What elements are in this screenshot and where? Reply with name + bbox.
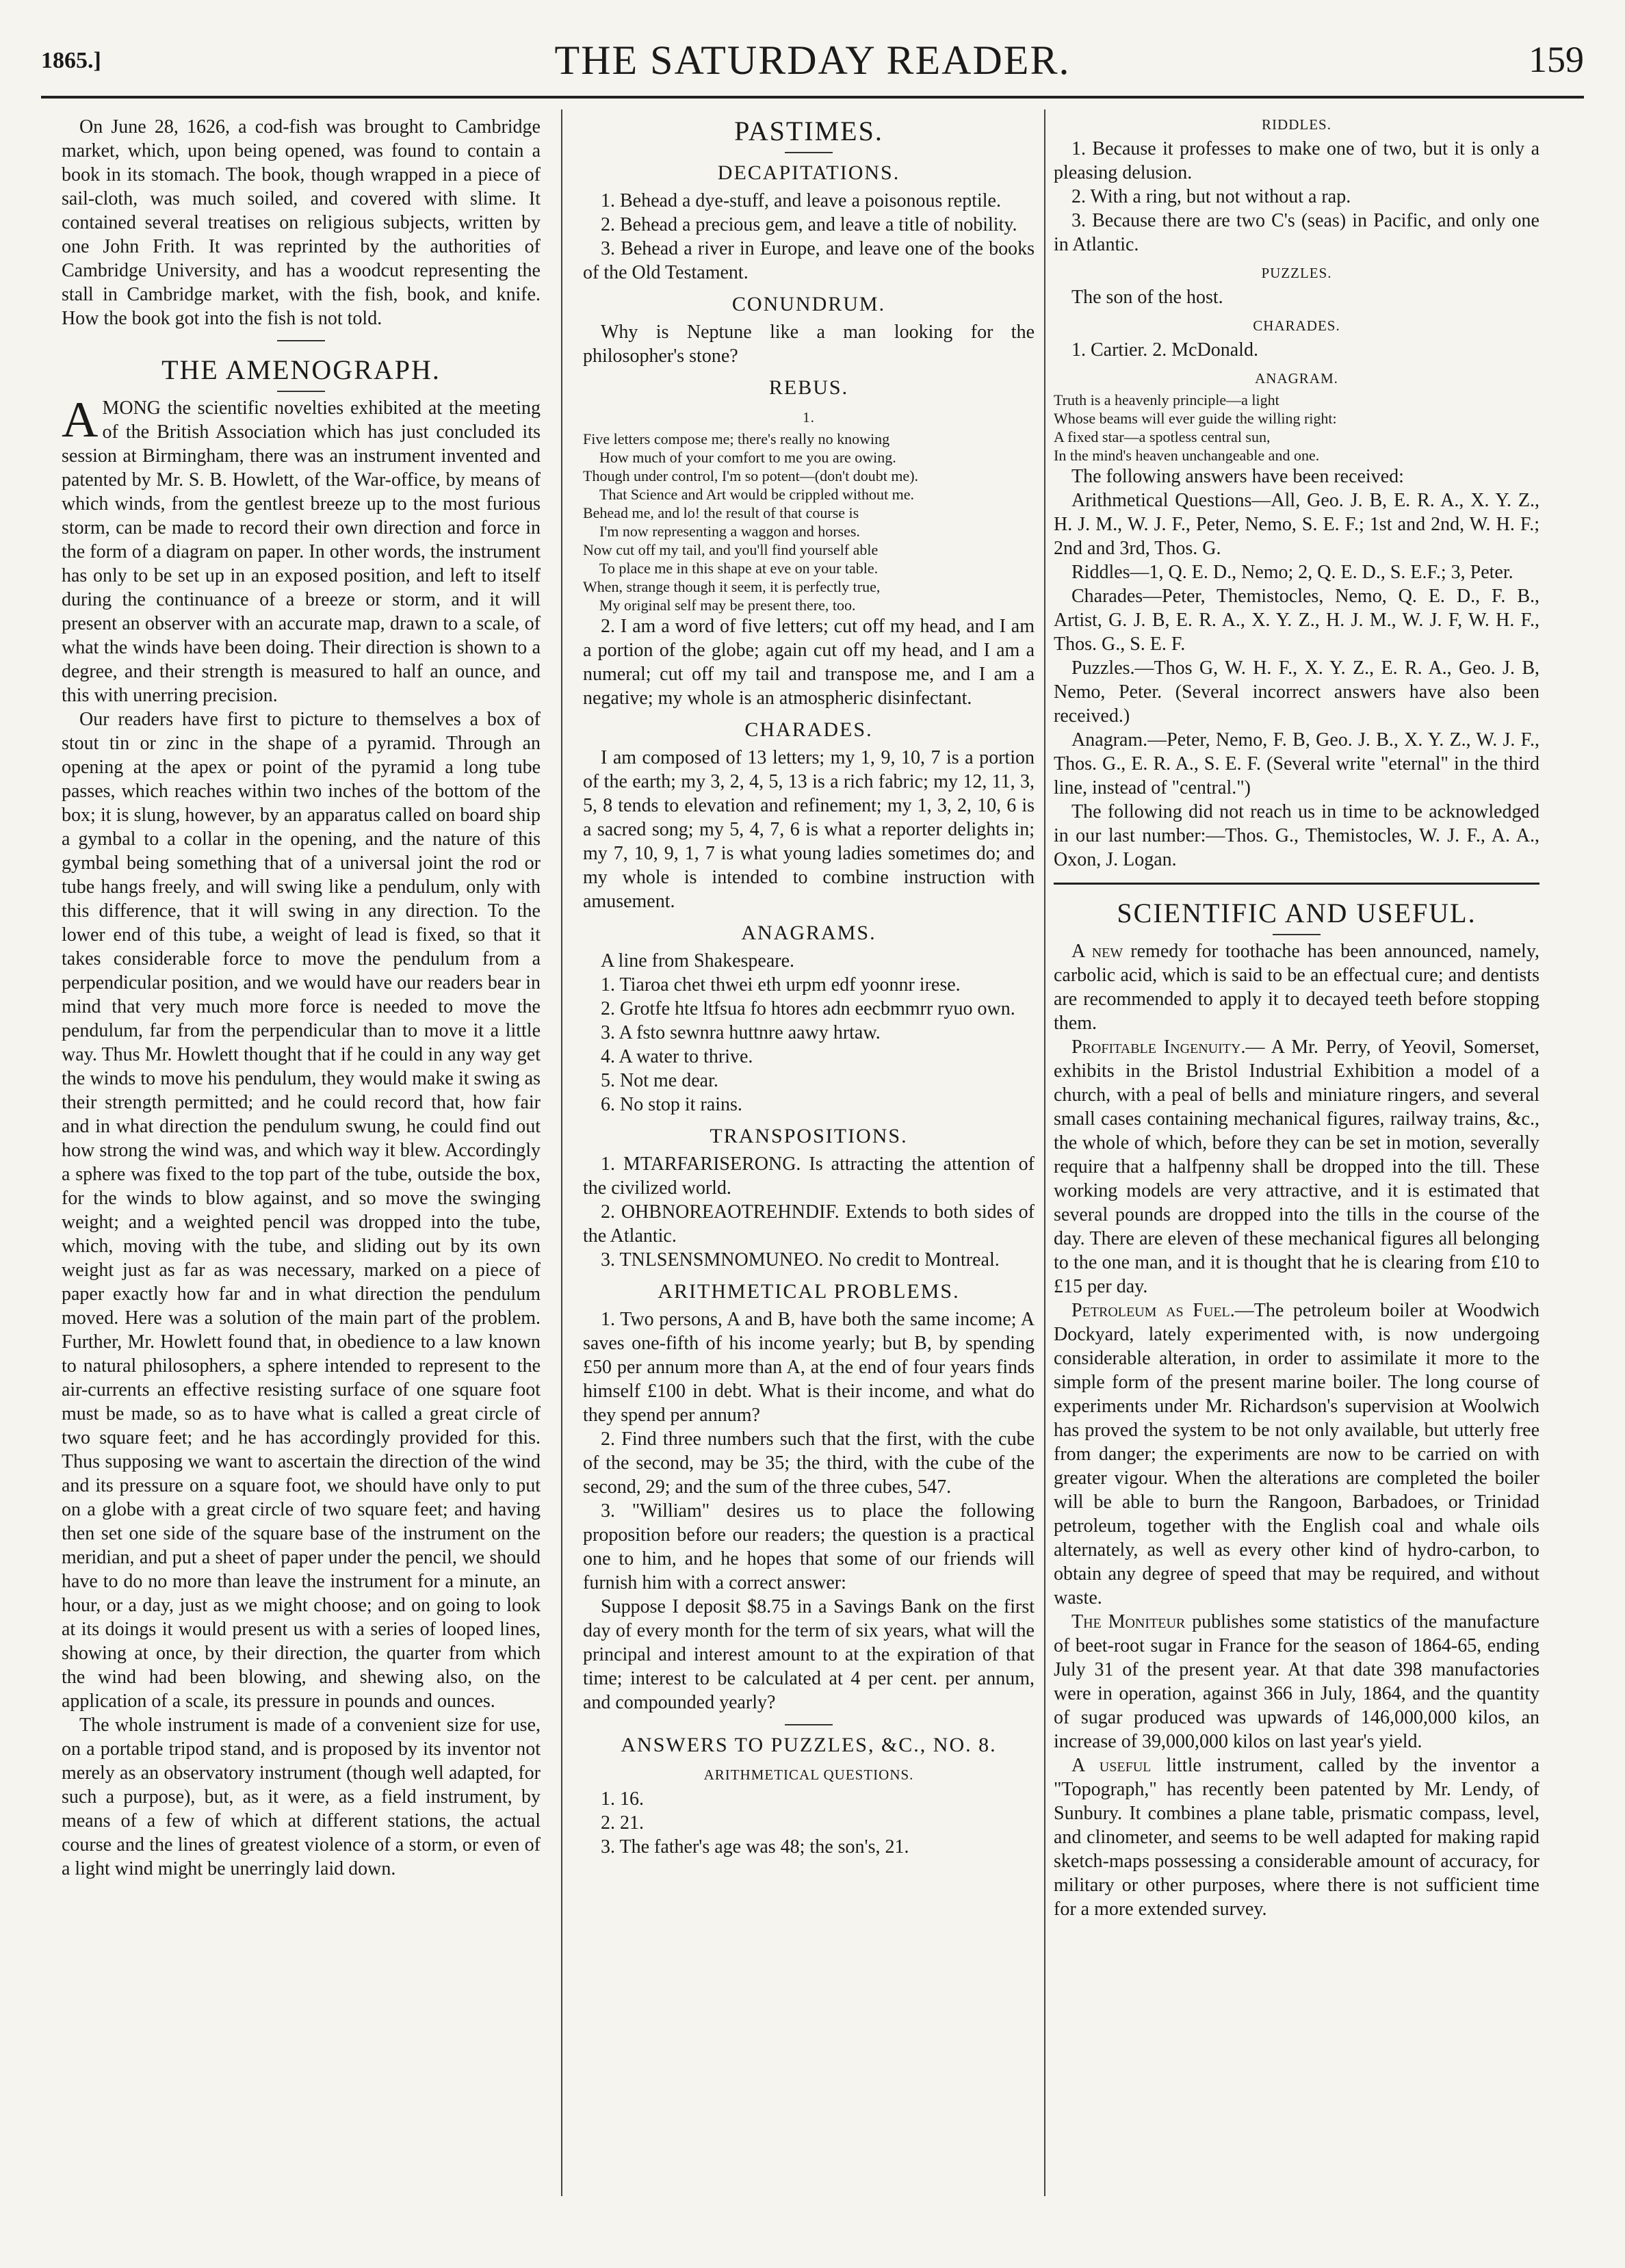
puzzles-heading: PUZZLES.	[1261, 265, 1332, 281]
rebus-verse	[583, 430, 1035, 614]
decapitation-item: 2. Behead a precious gem, and leave a title of nobility.	[601, 214, 1017, 235]
transposition-item: 3. TNLSENSMNOMUNEO. No credit to Montreal.	[601, 1249, 1000, 1270]
answer-item: 3. The father's age was 48; the son's, 21.	[601, 1836, 909, 1858]
section-rule	[1273, 934, 1321, 935]
column-left	[62, 115, 541, 1881]
riddle-answer: 2. With a ring, but not without a rap.	[1071, 186, 1351, 207]
section-rule	[785, 1724, 833, 1725]
verse-line: Whose beams will ever guide the willing right:	[1054, 410, 1337, 427]
anagrams-intro: A line from Shakespeare.	[601, 950, 795, 972]
pastimes-heading: PASTIMES.	[734, 116, 883, 146]
verse-line: In the mind's heaven unchangeable and one.	[1054, 447, 1320, 464]
topograph-paragraph	[1054, 1754, 1539, 1921]
lead-in: The Moniteur	[1071, 1611, 1186, 1632]
moniteur-paragraph	[1054, 1610, 1539, 1754]
arithmetical-heading: ARITHMETICAL PROBLEMS.	[658, 1280, 960, 1303]
lead-in: A useful	[1071, 1755, 1152, 1776]
amenograph-heading: THE AMENOGRAPH.	[161, 354, 441, 385]
section-rule	[277, 340, 325, 341]
verse-line: I'm now representing a waggon and horses.	[599, 523, 860, 540]
riddle-answer: 3. Because there are two C's (seas) in Pacific, and only one in Atlantic.	[1054, 210, 1539, 255]
anagram-answer-heading: ANAGRAM.	[1255, 370, 1338, 387]
header-date: 1865.]	[41, 48, 101, 73]
transposition-item: 1. MTARFARISERONG. Is attracting the attention of the civilized world.	[583, 1153, 1035, 1199]
decapitation-item: 1. Behead a dye-stuff, and leave a poisonous reptile.	[601, 190, 1001, 211]
lead-in: Profitable Ingenuity.	[1071, 1037, 1246, 1058]
header-rule	[41, 96, 1584, 99]
amenograph-paragraph-1	[62, 392, 541, 707]
riddle-answer: 1. Because it professes to make one of two, but it is only a pleasing delusion.	[1054, 138, 1539, 183]
arith-problem: Suppose I deposit $8.75 in a Savings Bank on the first day of every month for the term of six years, what will the principal and interest amount to at the expiration of that time; interest to be calculated at 4 per cent. per annum, and compounded yearly?	[583, 1596, 1035, 1713]
verse-line: My original self may be present there, too.	[599, 597, 856, 614]
section-rule	[277, 391, 325, 392]
paragraph-text: —The petroleum boiler at Woodwich Dockyard, lately experimented with, is now undergoing considerable alteration, in order to assimilate it more to the simple form of the present marine boiler. The long course of experiments under Mr. Richardson's supervision at Woolwich has proved the system to be not only available, but utterly free from danger; the experiments are now to be carried on with greater vigour. When the alterations are completed the boiler will be able to burn the Rangoon, Barbadoes, or Trinidad petroleum, together with the English coal and whale oils alternately, as well as every other kind of hydro-carbon, to obtain any degree of speed that may be required, and without waste.	[1054, 1300, 1539, 1608]
anagrams-heading: ANAGRAMS.	[741, 922, 876, 944]
conundrum-text: Why is Neptune like a man looking for the philosopher's stone?	[583, 322, 1035, 367]
column-divider	[1044, 109, 1045, 2196]
verse-line: A fixed star—a spotless central sun,	[1054, 428, 1271, 445]
amenograph-paragraph-2: Our readers have first to picture to themselves a box of stout tin or zinc in the shape of a pyramid. Through an opening at the apex or point of the pyramid a long tube passes, which reaches within two inches of the bottom of the box; it is slung, however, by an apparatus called on board ship a gymbal to a collar in the opening, and the nature of this gymbal being something that of a universal joint the rod or tube hangs freely, and will swing like a pendulum, only with this difference, that it will swing in any direction. To the lower end of this tube, a weight of lead is fixed, so that it takes considerable force to move the pendulum from a perpendicular position, and we would have our readers bear in mind that very much more force is needed to move the pendulum, far from the perpendicular than to move it a little way. Thus Mr. Howlett thought that if he could in any way get the winds to move his pendulum, they would make it swing as their strength permitted; and he could record that, how fair and in what direction the pendulum swung, he could find out how strong the wind was, and which way it blew. Accordingly a sphere was fixed to the top part of the tube, outside the box, for the winds to blow against, and so move the swinging weight; and a weighted pencil was dropped into the tube, which, moving with the tube, and sliding out by its own weight just as far as was necessary, marked on a piece of paper exactly how far and in what direction the pendulum moved. Here was a solution of the main part of the problem. Further, Mr. Howlett found that, in obedience to a law known to natural philosophers, a sphere intended to represent to the air-currents an effective resisting surface of one square foot must be made, so as to have what is called a great circle of two square feet; and he has accordingly provided for this. Thus supposing we want to ascertain the direction of the wind and its pressure on a square foot, we should have only to put on a globe with a great circle of two square feet; and having then set one side of the square base of the instrument on the meridian, and put a sheet of paper under the pencil, we should have to do no more than leave the instrument for a minute, an hour, or a day, just as we might choose; and on going to look at its doings it would present us with a series of looped lines, showing at once, by their direction, the quarter from which the wind had been blowing, and shewing also, on the application of a scale, its pressure in pounds and ounces.	[62, 709, 541, 1712]
verse-line: Truth is a heavenly principle—a light	[1054, 391, 1279, 408]
paragraph-text: remedy for toothache has been announced, namely, carbolic acid, which is said to be an effectual cure; and dentists are recommended to apply it to decayed teeth before stopping them.	[1054, 941, 1540, 1034]
paragraph-text: — A Mr. Perry, of Yeovil, Somerset, exhibits in the Bristol Industrial Exhibition a model of a church, with a peal of bells and miniature ringers, and several small cases containing mechanical figures, railway trains, &c., the whole of which, before they can be set in motion, severally require that a halfpenny shall be dropped into the till. These working models are very attractive, and it is estimated that several pounds are dropped into the tills in the course of the day. There are eleven of these mechanical figures all belonging to the one man, and it is thought that he is clearing from £10 to £15 per day.	[1054, 1037, 1539, 1297]
arith-problem: 2. Find three numbers such that the first, with the cube of the second, may be 35; the third, with the cube of the second, 29; and the sum of the three cubes, 547.	[583, 1429, 1035, 1498]
paragraph-text: publishes some statistics of the manufacture of beet-root sugar in France for the season of 1864-65, ending July 31 of the present year. At that date 398 manufactories were in operation, against 366 in July, 1864, and the quantity of sugar produced was upwards of 146,000,000 kilos, an increase of 39,000,000 kilos on last year's yield.	[1054, 1611, 1539, 1752]
received-item: Charades—Peter, Themistocles, Nemo, Q. E. D., F. B., Artist, G. J. B, E. R. A., X. Y. Z., H. J. M., W. J. F, W. H. F., Thos. G., S. E. F.	[1054, 586, 1539, 655]
verse-line: That Science and Art would be crippled without me.	[599, 486, 915, 503]
amenograph-paragraph-3: The whole instrument is made of a convenient size for use, on a portable tripod stand, and is proposed by its inventor not merely as an observatory instrument (though well adapted, for such a purpose), but, as it were, as a field instrument, by means of a few of which at different stations, the actual course and the lines of greatest violence of a storm, or even of a light wind might be unerringly laid down.	[62, 1715, 541, 1879]
anagram-item: 4. A water to thrive.	[601, 1046, 753, 1067]
section-rule	[785, 152, 833, 153]
answer-item: 1. 16.	[601, 1788, 644, 1810]
amenograph-paragraph-1-text: MONG the scientific novelties exhibited at the meeting of the British Association which has just concluded its session at Birmingham, there was an instrument invented and patented by Mr. S. B. Howlett, of the War-office, by means of which winds, from the gentlest breeze up to the most furious storm, can be made to record their own direction and force in the form of a diagram on paper. In other words, the instrument has only to be set up in an exposed position, and left to itself during the continuance of a breeze or storm, and it will present an observer with an accurate map, drawn to a scale, of what the winds have been doing. Their direction is shown to a degree, and their strength is measured to half an ounce, and this with unerring precision.	[62, 397, 541, 706]
answer-item: 2. 21.	[601, 1812, 644, 1834]
rebus-2: 2. I am a word of five letters; cut off my head, and I am a portion of the globe; again cut off my head, and I am a numeral; cut off my tail and transpose me, and I am a negative; my whole is an atmospheric disinfectant.	[583, 616, 1035, 709]
anagram-item: 5. Not me dear.	[601, 1070, 718, 1091]
verse-line: Though under control, I'm so potent—(don't doubt me).	[583, 467, 919, 484]
received-item: Arithmetical Questions—All, Geo. J. B, E. R. A., X. Y. Z., H. J. M., W. J. F., Peter, Nemo, S. E. F.; 1st and 2nd, W. H. F.; 2nd and 3rd, Thos. G.	[1054, 490, 1539, 559]
verse-line: To place me in this shape at eve on your table.	[599, 560, 879, 577]
scientific-heading: SCIENTIFIC AND USEFUL.	[1117, 898, 1477, 928]
column-right	[1054, 115, 1539, 1921]
late-acknowledgements: The following did not reach us in time to be acknowledged in our last number:—Thos. G., Themistocles, W. J. F., A. A., Oxon, J. Logan.	[1054, 801, 1539, 870]
codfish-paragraph: On June 28, 1626, a cod-fish was brought to Cambridge market, which, upon being opened, was found to contain a book in its stomach. The book, though wrapped in a piece of sail-cloth, was much soiled, and covered with slime. It contained several treatises on religious subjects, written by one John Frith. It was reprinted by the authorities of Cambridge University, and has a woodcut representing the stall in Cambridge market, with the fish, book, and knife. How the book got into the fish is not told.	[62, 116, 541, 329]
charade-answers: 1. Cartier. 2. McDonald.	[1071, 339, 1258, 361]
transposition-item: 2. OHBNOREAOTREHNDIF. Extends to both sides of the Atlantic.	[583, 1201, 1035, 1247]
anagram-verse	[1054, 391, 1539, 465]
masthead-title: THE SATURDAY READER.	[554, 38, 1071, 83]
anagram-item: 2. Grotfe hte ltfsua fo htores adn eecbmmrr ryuo own.	[601, 998, 1015, 1019]
verse-line: How much of your comfort to me you are owing.	[599, 449, 896, 466]
rebus-number: 1.	[803, 409, 815, 426]
ingenuity-paragraph	[1054, 1035, 1539, 1299]
page-header	[41, 34, 1584, 89]
rebus-heading: REBUS.	[768, 376, 849, 399]
riddles-heading: RIDDLES.	[1262, 116, 1331, 133]
anagram-item: 3. A fsto sewnra huttnre aawy hrtaw.	[601, 1022, 881, 1043]
arith-problem: 3. "William" desires us to place the following proposition before our readers; the question is a practical one to him, and he hopes that some of our friends will furnish him with a correct answer:	[583, 1500, 1035, 1593]
anagram-item: 1. Tiaroa chet thwei eth urpm edf yoonnr irese.	[601, 974, 961, 995]
toothache-paragraph	[1054, 939, 1539, 1035]
decapitations-heading: DECAPITATIONS.	[717, 161, 900, 184]
column-middle	[583, 115, 1035, 1859]
page-number: 159	[1529, 39, 1584, 80]
anagram-item: 6. No stop it rains.	[601, 1094, 742, 1115]
lead-in: Petroleum as Fuel.	[1071, 1300, 1235, 1321]
puzzle-answer: The son of the host.	[1071, 287, 1223, 308]
charades-heading: CHARADES.	[744, 718, 873, 741]
conundrum-heading: CONUNDRUM.	[731, 293, 886, 315]
decapitation-item: 3. Behead a river in Europe, and leave one of the books of the Old Testament.	[583, 238, 1035, 283]
answers-heading: ANSWERS TO PUZZLES, &C., NO. 8.	[621, 1734, 997, 1756]
received-intro: The following answers have been received:	[1071, 466, 1404, 487]
received-item: Anagram.—Peter, Nemo, F. B, Geo. J. B., X. Y. Z., W. J. F., Thos. G., E. R. A., S. E. F. (Several write "eternal" in the third line, instead of "central.")	[1054, 729, 1539, 798]
arith-problem: 1. Two persons, A and B, have both the same income; A saves one-fifth of his income yearly; but B, by spending £50 per annum more than A, at the end of four years finds himself £100 in debt. What is their income, and what do they spend per annum?	[583, 1309, 1035, 1426]
verse-line: Behead me, and lo! the result of that course is	[583, 504, 859, 521]
verse-line: Five letters compose me; there's really no knowing	[583, 430, 890, 447]
verse-line: When, strange though it seem, it is perfectly true,	[583, 578, 881, 595]
paragraph-text: little instrument, called by the inventor a "Topograph," has recently been patented by Mr. Lendy, of Sunbury. It combines a plane table, prismatic compass, level, and clinometer, and seems to be well adapted for making rapid sketch-maps possessing a considerable amount of accuracy, for military or other purposes, where there is not sufficient time for a more extended survey.	[1054, 1755, 1539, 1920]
charades-answer-heading: CHARADES.	[1253, 317, 1340, 334]
drop-cap: A	[62, 392, 99, 448]
verse-line: Now cut off my tail, and you'll find yourself able	[583, 541, 879, 558]
petroleum-paragraph	[1054, 1299, 1539, 1610]
charade-text: I am composed of 13 letters; my 1, 9, 10, 7 is a portion of the earth; my 3, 2, 4, 5, 13 is a rich fabric; my 12, 11, 3, 5, 8 tends to elevation and refinement; my 1, 3, 2, 10, 6 is a sacred song; my 5, 4, 7, 6 is what a reporter delights in; my 7, 10, 9, 1, 7 is what young ladies sometimes do; and my whole is intended to combine instruction with amusement.	[583, 747, 1035, 912]
received-item: Puzzles.—Thos G, W. H. F., X. Y. Z., E. R. A., Geo. J. B, Nemo, Peter. (Several incorrect answers have also been received.)	[1054, 657, 1539, 727]
answers-subheading: ARITHMETICAL QUESTIONS.	[703, 1767, 914, 1783]
transpositions-heading: TRANSPOSITIONS.	[710, 1125, 908, 1147]
lead-in: A new	[1071, 941, 1123, 962]
received-item: Riddles—1, Q. E. D., Nemo; 2, Q. E. D., S. E.F.; 3, Peter.	[1071, 562, 1513, 583]
section-rule	[1054, 883, 1539, 885]
column-divider	[561, 109, 562, 2196]
